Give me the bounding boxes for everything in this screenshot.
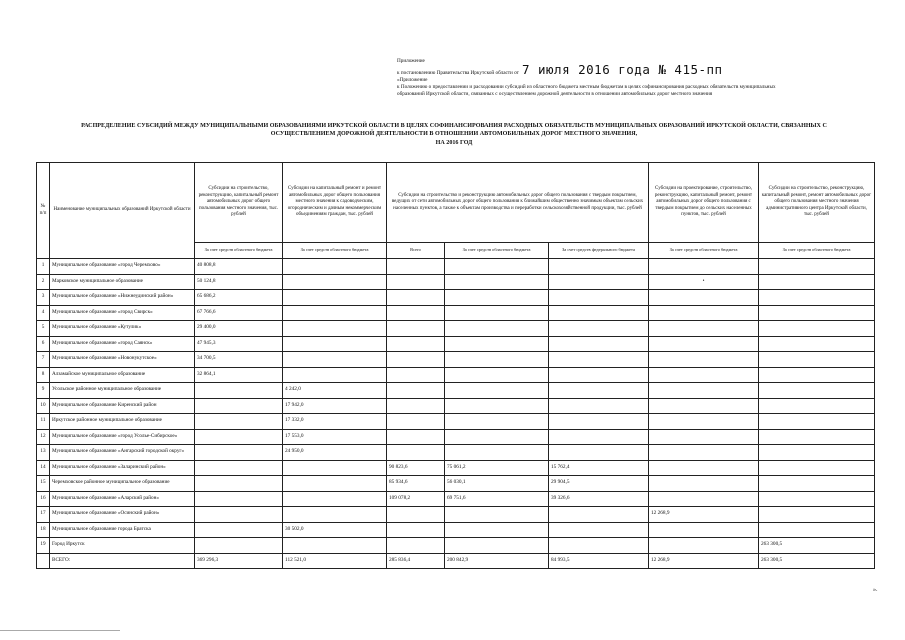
row-value-c2 [445, 336, 549, 352]
row-number: 11 [37, 414, 50, 430]
row-value-e [759, 321, 875, 337]
row-value-c3 [549, 305, 649, 321]
row-number: 2 [37, 274, 50, 290]
table-row [37, 507, 875, 523]
row-number: 16 [37, 491, 50, 507]
row-value-d [649, 367, 759, 383]
row-value-c1: 85 934,6 [387, 476, 445, 492]
row-value-c3 [549, 398, 649, 414]
row-value-c3: 39 326,6 [549, 491, 649, 507]
table-row [37, 274, 875, 290]
row-value-c1: 109 078,2 [387, 491, 445, 507]
row-value-c3 [549, 507, 649, 523]
row-value-d [649, 398, 759, 414]
row-value-d [649, 259, 759, 275]
row-number: 19 [37, 538, 50, 554]
row-value-c3 [549, 367, 649, 383]
row-municipality-name: Муниципальное образование «Ангарский городской округ» [50, 445, 195, 461]
row-value-c2 [445, 321, 549, 337]
row-value-a [195, 460, 283, 476]
row-municipality-name: Муниципальное образование «Аларский район» [50, 491, 195, 507]
closing-quote-mark: ». [873, 587, 878, 593]
row-number: 9 [37, 383, 50, 399]
row-value-e [759, 414, 875, 430]
row-value-d [649, 522, 759, 538]
row-municipality-name: Муниципальное образование города Братска [50, 522, 195, 538]
row-number: 4 [37, 305, 50, 321]
row-municipality-name: Муниципальное образование Киренский район [50, 398, 195, 414]
table-row [37, 460, 875, 476]
table-body [37, 259, 875, 569]
total-value-c2: 200 842,9 [445, 553, 549, 569]
row-value-e: 263 300,5 [759, 538, 875, 554]
row-value-d [649, 290, 759, 306]
row-value-b [283, 460, 387, 476]
header-line-4: к Положению о предоставлении и расходовании субсидий из областного бюджета местным бюджетам в целях софинансирования расходных обязательств муниципальных [397, 84, 776, 90]
row-value-c2 [445, 367, 549, 383]
row-value-c1 [387, 290, 445, 306]
row-value-a [195, 429, 283, 445]
row-value-c2 [445, 305, 549, 321]
row-value-a [195, 538, 283, 554]
row-value-d [649, 460, 759, 476]
row-value-c3 [549, 352, 649, 368]
row-value-e [759, 460, 875, 476]
row-value-b: 30 502,0 [283, 522, 387, 538]
row-value-b: 24 950,0 [283, 445, 387, 461]
row-value-c2 [445, 383, 549, 399]
row-value-d [649, 352, 759, 368]
row-number: 1 [37, 259, 50, 275]
header-municipality: Наименование муниципальных образований Иркутской области [50, 163, 195, 259]
row-value-b [283, 367, 387, 383]
row-number: 5 [37, 321, 50, 337]
row-value-d [649, 429, 759, 445]
row-number: 6 [37, 336, 50, 352]
table-row [37, 476, 875, 492]
row-value-d: • [649, 274, 759, 290]
row-value-c2 [445, 259, 549, 275]
row-number: 10 [37, 398, 50, 414]
total-value-e: 263 300,5 [759, 553, 875, 569]
subheader-regional-d: За счет средств областного бюджета [649, 243, 759, 259]
row-value-c2 [445, 398, 549, 414]
row-value-e [759, 445, 875, 461]
row-value-c1 [387, 274, 445, 290]
table-row [37, 414, 875, 430]
total-value-c3: 84 993,5 [549, 553, 649, 569]
row-value-c1 [387, 445, 445, 461]
row-value-c2 [445, 414, 549, 430]
row-value-c2: 56 030,1 [445, 476, 549, 492]
row-value-b [283, 476, 387, 492]
row-value-c1 [387, 522, 445, 538]
row-value-c3 [549, 429, 649, 445]
row-value-d [649, 491, 759, 507]
table-row [37, 398, 875, 414]
header-line-3: «Приложение [397, 77, 428, 83]
row-value-a: 40 808,8 [195, 259, 283, 275]
header-number: № п/п [37, 163, 50, 259]
row-value-b [283, 352, 387, 368]
row-municipality-name: Город Иркутск [50, 538, 195, 554]
subsidy-table [36, 162, 875, 569]
row-value-c2 [445, 522, 549, 538]
row-value-d [649, 336, 759, 352]
row-value-c3 [549, 414, 649, 430]
row-value-c3 [549, 538, 649, 554]
document-header [397, 58, 877, 98]
row-value-a [195, 522, 283, 538]
row-number: 8 [37, 367, 50, 383]
row-value-b: 4 242,0 [283, 383, 387, 399]
header-decree-prefix: к постановлению Правительства Иркутской области от [397, 70, 519, 76]
row-number: 17 [37, 507, 50, 523]
row-value-a [195, 398, 283, 414]
row-value-d [649, 321, 759, 337]
row-value-d [649, 476, 759, 492]
row-value-e [759, 429, 875, 445]
row-value-a [195, 383, 283, 399]
subheader-regional-a: За счет средств областного бюджета [195, 243, 283, 259]
row-value-c2 [445, 290, 549, 306]
row-value-d [649, 305, 759, 321]
row-value-a [195, 414, 283, 430]
header-rural-roads: Субсидии на строительство и реконструкцию автомобильных дорог общего пользования с твердым покрытием, ведущих от сети автомобильных дорог общего пользования к ближайшим общественно значимым объектам сельских населенных пунктов, а также к объектам производства и переработки сельскохозяйственной продукции, тыс. рублей [387, 163, 649, 243]
table-row [37, 522, 875, 538]
total-value-a: 369 296,3 [195, 553, 283, 569]
row-value-d [649, 383, 759, 399]
row-value-c1 [387, 336, 445, 352]
row-value-c2 [445, 429, 549, 445]
row-value-a: 32 864,1 [195, 367, 283, 383]
row-value-e [759, 398, 875, 414]
row-municipality-name: Муниципальное образование «город Свирск» [50, 305, 195, 321]
row-value-c2: 69 751,6 [445, 491, 549, 507]
table-row [37, 445, 875, 461]
total-value-c1: 285 836,4 [387, 553, 445, 569]
row-value-c1 [387, 398, 445, 414]
header-admin-center: Субсидии на строительство, реконструкцию, капитальный ремонт, ремонт автомобильных дорог общего пользования местного значения административного центра Иркутской области, тыс. рублей [759, 163, 875, 243]
subheader-regional-e: За счет средств областного бюджета [759, 243, 875, 259]
header-line-2 [397, 62, 877, 77]
row-value-a: 29 400,0 [195, 321, 283, 337]
row-value-c1 [387, 259, 445, 275]
row-value-c2 [445, 538, 549, 554]
header-line-5: образований Иркутской области, связанных с осуществлением дорожной деятельности в отношении автомобильных дорог местного значения [397, 91, 713, 97]
row-value-d: 12 268,9 [649, 507, 759, 523]
header-construction: Субсидии на строительство, реконструкцию, капитальный ремонт автомобильных дорог общего пользования местного значения, тыс. рублей [195, 163, 283, 243]
row-value-c3 [549, 336, 649, 352]
row-number: 12 [37, 429, 50, 445]
row-value-c3: 15 762,4 [549, 460, 649, 476]
row-value-a [195, 476, 283, 492]
row-value-d [649, 538, 759, 554]
title-line-3: НА 2016 ГОД [435, 139, 473, 146]
row-value-c2 [445, 352, 549, 368]
row-municipality-name: Муниципальное образование «Осинский район» [50, 507, 195, 523]
row-value-c3 [549, 259, 649, 275]
row-value-e [759, 491, 875, 507]
row-value-c1 [387, 414, 445, 430]
row-value-b [283, 274, 387, 290]
row-number: 7 [37, 352, 50, 368]
row-value-d [649, 445, 759, 461]
header-line-1: Приложение [397, 58, 425, 64]
scan-edge-line [0, 630, 120, 631]
row-value-c3 [549, 290, 649, 306]
row-value-c3 [549, 522, 649, 538]
row-value-c3 [549, 383, 649, 399]
row-value-c2: 75 061,2 [445, 460, 549, 476]
row-value-e [759, 259, 875, 275]
row-value-b: 17 553,0 [283, 429, 387, 445]
table-row [37, 290, 875, 306]
row-municipality-name: Муниципальное образование «Нижнеудинский район» [50, 290, 195, 306]
subheader-total-c: Всего [387, 243, 445, 259]
header-decree-date-number: 7 июля 2016 года № 415-пп [521, 62, 723, 77]
row-value-b [283, 491, 387, 507]
row-value-a: 47 945,3 [195, 336, 283, 352]
row-number: 13 [37, 445, 50, 461]
row-municipality-name: Марковское муниципальное образование [50, 274, 195, 290]
row-value-c1: 90 823,6 [387, 460, 445, 476]
row-value-e [759, 476, 875, 492]
row-value-b [283, 336, 387, 352]
total-number-cell [37, 553, 50, 569]
row-value-d [649, 414, 759, 430]
row-value-c3 [549, 445, 649, 461]
row-number: 14 [37, 460, 50, 476]
row-municipality-name: Муниципальное образование «город Черемхово» [50, 259, 195, 275]
table-row [37, 429, 875, 445]
row-value-b [283, 259, 387, 275]
row-municipality-name: Муниципальное образование «Новонукутское» [50, 352, 195, 368]
row-value-b [283, 305, 387, 321]
row-value-e [759, 290, 875, 306]
row-value-c1 [387, 352, 445, 368]
row-value-a [195, 445, 283, 461]
table-row [37, 491, 875, 507]
total-value-d: 12 268,9 [649, 553, 759, 569]
row-value-c2 [445, 507, 549, 523]
header-garden-roads: Субсидии на капитальный ремонт и ремонт автомобильных дорог общего пользования местного значения к садоводческим, огородническим и дачным некоммерческим объединениям граждан, тыс. рублей [283, 163, 387, 243]
document-title [20, 122, 888, 147]
row-value-e [759, 383, 875, 399]
row-value-e [759, 507, 875, 523]
row-value-c1 [387, 538, 445, 554]
title-line-2: ОСУЩЕСТВЛЕНИЕМ ДОРОЖНОЙ ДЕЯТЕЛЬНОСТИ В ОТНОШЕНИИ АВТОМОБИЛЬНЫХ ДОРОГ МЕСТНОГО ЗНАЧЕНИЯ, [270, 131, 638, 138]
row-value-c3: 29 904,5 [549, 476, 649, 492]
row-value-c1 [387, 305, 445, 321]
row-value-c3 [549, 274, 649, 290]
row-value-c1 [387, 507, 445, 523]
row-value-e [759, 305, 875, 321]
row-value-b: 17 942,0 [283, 398, 387, 414]
row-value-c1 [387, 321, 445, 337]
table-row [37, 305, 875, 321]
row-municipality-name: Муниципальное образование «Кутулик» [50, 321, 195, 337]
table-row [37, 352, 875, 368]
row-number: 15 [37, 476, 50, 492]
row-value-a: 67 766,6 [195, 305, 283, 321]
row-value-c1 [387, 367, 445, 383]
row-municipality-name: Черемховское районное муниципальное образование [50, 476, 195, 492]
row-value-c2 [445, 274, 549, 290]
row-value-e [759, 336, 875, 352]
table-total-row [37, 553, 875, 569]
row-municipality-name: Алзамайское муниципальное образование [50, 367, 195, 383]
row-value-e [759, 352, 875, 368]
row-value-e [759, 367, 875, 383]
row-value-a: 50 124,8 [195, 274, 283, 290]
row-value-b [283, 507, 387, 523]
row-value-c2 [445, 445, 549, 461]
row-value-b: 17 332,0 [283, 414, 387, 430]
subheader-regional-b: За счет средств областного бюджета [283, 243, 387, 259]
row-value-e [759, 522, 875, 538]
table-row [37, 259, 875, 275]
subheader-federal-c: За счет средств федерального бюджета [549, 243, 649, 259]
row-municipality-name: Муниципальное образование «Заларинский район» [50, 460, 195, 476]
row-value-a: 34 700,5 [195, 352, 283, 368]
row-value-b [283, 538, 387, 554]
row-value-e [759, 274, 875, 290]
row-number: 3 [37, 290, 50, 306]
table-row [37, 336, 875, 352]
row-municipality-name: Муниципальное образование «город Саянск» [50, 336, 195, 352]
header-design-rural: Субсидии на проектирование, строительство, реконструкцию, капитальный ремонт, ремонт автомобильных дорог общего пользования с твердым покрытием до сельских населенных пунктов, тыс. рублей [649, 163, 759, 243]
total-value-b: 112 521,0 [283, 553, 387, 569]
row-municipality-name: Муниципальное образование «город Усолье-Сибирское» [50, 429, 195, 445]
row-value-b [283, 290, 387, 306]
row-number: 18 [37, 522, 50, 538]
row-municipality-name: Иркутское районное муниципальное образование [50, 414, 195, 430]
row-value-a [195, 507, 283, 523]
total-label: ВСЕГО: [50, 553, 195, 569]
table-row [37, 321, 875, 337]
row-municipality-name: Усольское районное муниципальное образование [50, 383, 195, 399]
row-value-c1 [387, 429, 445, 445]
row-value-b [283, 321, 387, 337]
title-line-1: РАСПРЕДЕЛЕНИЕ СУБСИДИЙ МЕЖДУ МУНИЦИПАЛЬНЫМИ ОБРАЗОВАНИЯМИ ИРКУТСКОЙ ОБЛАСТИ В ЦЕЛЯХ СОФИНАНСИРОВАНИЯ РАСХОДНЫХ ОБЯЗАТЕЛЬСТВ МУНИЦИПАЛЬНЫХ ОБРАЗОВАНИЙ ИРКУТСКОЙ ОБЛАСТИ, СВЯЗАННЫХ С [81, 123, 827, 129]
subheader-regional-c: За счет средств областного бюджета [445, 243, 549, 259]
row-value-a [195, 491, 283, 507]
row-value-a: 65 686,2 [195, 290, 283, 306]
table-row [37, 383, 875, 399]
row-value-c1 [387, 383, 445, 399]
row-value-c3 [549, 321, 649, 337]
table-row [37, 538, 875, 554]
table-row [37, 367, 875, 383]
